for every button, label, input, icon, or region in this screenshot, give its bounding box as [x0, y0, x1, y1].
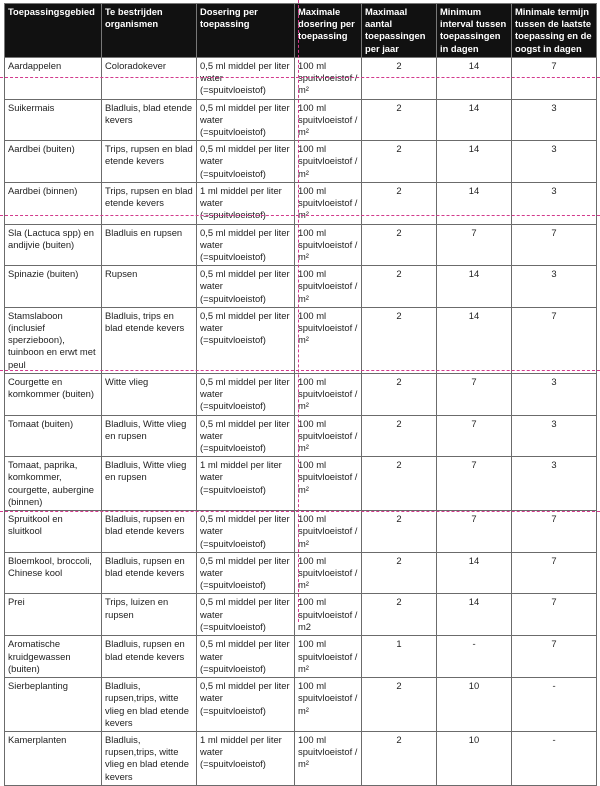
table-row — [5, 457, 597, 511]
table-cell: 100 ml spuitvloeistof / m² — [295, 636, 362, 678]
table-cell: 14 — [437, 594, 512, 636]
header-cell: Dosering per toepassing — [197, 4, 295, 58]
table-row — [5, 678, 597, 732]
table-cell: 0,5 ml middel per liter water (=spuitvloeistof) — [197, 99, 295, 141]
table-row — [5, 57, 597, 99]
table-cell: Bladluis en rupsen — [102, 224, 197, 266]
table-row — [5, 552, 597, 594]
table-cell: 100 ml spuitvloeistof / m² — [295, 224, 362, 266]
table-row — [5, 182, 597, 224]
table-cell: 100 ml spuitvloeistof / m² — [295, 457, 362, 511]
table-cell: Bladluis, blad etende kevers — [102, 99, 197, 141]
table-cell: 3 — [512, 415, 597, 457]
table-cell: 2 — [362, 731, 437, 785]
table-cell: - — [437, 636, 512, 678]
table-cell: Bladluis, rupsen,trips, witte vlieg en blad etende kevers — [102, 731, 197, 785]
application-table — [4, 3, 597, 786]
crop-mark-line — [0, 77, 600, 78]
header-cell: Minimale termijn tussen de laatste toepassing en de oogst in dagen — [512, 4, 597, 58]
crop-mark-line — [298, 0, 299, 622]
table-cell: 7 — [437, 457, 512, 511]
table-cell: 0,5 ml middel per liter water (=spuitvloeistof) — [197, 636, 295, 678]
table-cell: 7 — [512, 594, 597, 636]
table-cell: 2 — [362, 552, 437, 594]
table-cell: Prei — [5, 594, 102, 636]
table-cell: 14 — [437, 182, 512, 224]
crop-mark-line — [0, 511, 600, 512]
table-cell: 0,5 ml middel per liter water (=spuitvloeistof) — [197, 373, 295, 415]
table-cell: 0,5 ml middel per liter water (=spuitvloeistof) — [197, 224, 295, 266]
table-cell: - — [512, 731, 597, 785]
table-cell: 2 — [362, 182, 437, 224]
header-cell: Te bestrijden organismen — [102, 4, 197, 58]
table-cell: Suikermais — [5, 99, 102, 141]
table-cell: Tomaat (buiten) — [5, 415, 102, 457]
table-cell: 100 ml spuitvloeistof / m² — [295, 99, 362, 141]
table-cell: Bladluis, trips en blad etende kevers — [102, 307, 197, 373]
crop-mark-line — [0, 215, 600, 216]
table-cell: 14 — [437, 141, 512, 183]
table-cell: 0,5 ml middel per liter water (=spuitvloeistof) — [197, 141, 295, 183]
table-cell: 100 ml spuitvloeistof / m2 — [295, 594, 362, 636]
table-row — [5, 415, 597, 457]
table-cell: 2 — [362, 57, 437, 99]
table-cell: 7 — [512, 224, 597, 266]
table-cell: 2 — [362, 594, 437, 636]
table-cell: 3 — [512, 457, 597, 511]
header-cell: Toepassingsgebied — [5, 4, 102, 58]
header-cell: Maximale dosering per toepassing — [295, 4, 362, 58]
table-cell: 3 — [512, 141, 597, 183]
table-cell: 0,5 ml middel per liter water (=spuitvloeistof) — [197, 594, 295, 636]
table-cell: 3 — [512, 182, 597, 224]
table-cell: 7 — [437, 415, 512, 457]
table-cell: 14 — [437, 57, 512, 99]
table-cell: 7 — [512, 552, 597, 594]
table-cell: 100 ml spuitvloeistof / m² — [295, 511, 362, 553]
table-cell: 2 — [362, 224, 437, 266]
table-row — [5, 373, 597, 415]
table-cell: 7 — [512, 57, 597, 99]
table-cell: Bladluis, Witte vlieg en rupsen — [102, 415, 197, 457]
table-cell: 100 ml spuitvloeistof / m² — [295, 307, 362, 373]
table-row — [5, 636, 597, 678]
table-cell: 2 — [362, 415, 437, 457]
table-cell: Sierbeplanting — [5, 678, 102, 732]
table-cell: 2 — [362, 457, 437, 511]
table-cell: 100 ml spuitvloeistof / m² — [295, 182, 362, 224]
table-cell: 100 ml spuitvloeistof / m² — [295, 731, 362, 785]
table-cell: 100 ml spuitvloeistof / m² — [295, 266, 362, 308]
table-cell: 7 — [512, 307, 597, 373]
table-row — [5, 731, 597, 785]
table-cell: 10 — [437, 678, 512, 732]
table-cell: Tomaat, paprika, komkommer, courgette, aubergine (binnen) — [5, 457, 102, 511]
table-row — [5, 141, 597, 183]
table-row — [5, 511, 597, 553]
table-cell: 7 — [512, 511, 597, 553]
table-cell: 0,5 ml middel per liter water (=spuitvloeistof) — [197, 511, 295, 553]
table-cell: 3 — [512, 99, 597, 141]
table-cell: - — [512, 678, 597, 732]
table-cell: Trips, rupsen en blad etende kevers — [102, 182, 197, 224]
table-cell: Trips, luizen en rupsen — [102, 594, 197, 636]
application-table-container — [4, 3, 596, 786]
header-cell: Minimum interval tussen toepassingen in dagen — [437, 4, 512, 58]
table-cell: 0,5 ml middel per liter water (=spuitvloeistof) — [197, 678, 295, 732]
table-row — [5, 224, 597, 266]
table-cell: Aardappelen — [5, 57, 102, 99]
table-cell: 3 — [512, 266, 597, 308]
table-cell: 1 ml middel per liter water (=spuitvloeistof) — [197, 457, 295, 511]
table-cell: 0,5 ml middel per liter water (=spuitvloeistof) — [197, 57, 295, 99]
table-cell: Aromatische kruidgewassen (buiten) — [5, 636, 102, 678]
table-cell: 10 — [437, 731, 512, 785]
table-cell: 100 ml spuitvloeistof / m² — [295, 678, 362, 732]
table-cell: Bladluis, rupsen en blad etende kevers — [102, 511, 197, 553]
table-cell: 14 — [437, 99, 512, 141]
table-cell: 2 — [362, 678, 437, 732]
table-cell: 7 — [437, 373, 512, 415]
table-cell: 14 — [437, 266, 512, 308]
table-row — [5, 307, 597, 373]
table-cell: 2 — [362, 373, 437, 415]
table-cell: 0,5 ml middel per liter water (=spuitvloeistof) — [197, 415, 295, 457]
table-cell: Bloemkool, broccoli, Chinese kool — [5, 552, 102, 594]
table-cell: 2 — [362, 307, 437, 373]
table-cell: 100 ml spuitvloeistof / m² — [295, 141, 362, 183]
table-cell: 100 ml spuitvloeistof / m² — [295, 552, 362, 594]
table-cell: 14 — [437, 552, 512, 594]
table-cell: 7 — [437, 511, 512, 553]
table-cell: 2 — [362, 266, 437, 308]
header-cell: Maximaal aantal toepassingen per jaar — [362, 4, 437, 58]
table-cell: Bladluis, rupsen en blad etende kevers — [102, 552, 197, 594]
table-cell: Rupsen — [102, 266, 197, 308]
table-cell: 14 — [437, 307, 512, 373]
table-row — [5, 594, 597, 636]
table-cell: Kamerplanten — [5, 731, 102, 785]
table-cell: 100 ml spuitvloeistof / m² — [295, 57, 362, 99]
header-row — [5, 4, 597, 58]
table-cell: 0,5 ml middel per liter water (=spuitvloeistof) — [197, 307, 295, 373]
table-cell: Coloradokever — [102, 57, 197, 99]
table-cell: 1 ml middel per liter water (=spuitvloeistof) — [197, 731, 295, 785]
table-cell: Bladluis, Witte vlieg en rupsen — [102, 457, 197, 511]
table-cell: 7 — [437, 224, 512, 266]
table-cell: 3 — [512, 373, 597, 415]
table-cell: 1 ml middel per liter water (=spuitvloeistof) — [197, 182, 295, 224]
table-cell: 2 — [362, 511, 437, 553]
table-cell: 100 ml spuitvloeistof / m² — [295, 415, 362, 457]
table-cell: 0,5 ml middel per liter water (=spuitvloeistof) — [197, 552, 295, 594]
table-cell: 100 ml spuitvloeistof / m² — [295, 373, 362, 415]
table-cell: Stamslaboon (inclusief sperzieboon), tuinboon en erwt met peul — [5, 307, 102, 373]
table-cell: 1 — [362, 636, 437, 678]
table-cell: 7 — [512, 636, 597, 678]
table-row — [5, 99, 597, 141]
table-cell: Spinazie (buiten) — [5, 266, 102, 308]
table-cell: Trips, rupsen en blad etende kevers — [102, 141, 197, 183]
table-row — [5, 266, 597, 308]
table-cell: Witte vlieg — [102, 373, 197, 415]
table-cell: 2 — [362, 99, 437, 141]
crop-mark-line — [0, 370, 600, 371]
table-cell: Spruitkool en sluitkool — [5, 511, 102, 553]
table-cell: Bladluis, rupsen en blad etende kevers — [102, 636, 197, 678]
table-cell: 0,5 ml middel per liter water (=spuitvloeistof) — [197, 266, 295, 308]
table-cell: Aardbei (buiten) — [5, 141, 102, 183]
table-cell: Bladluis, rupsen,trips, witte vlieg en blad etende kevers — [102, 678, 197, 732]
table-cell: 2 — [362, 141, 437, 183]
table-cell: Aardbei (binnen) — [5, 182, 102, 224]
table-cell: Courgette en komkommer (buiten) — [5, 373, 102, 415]
table-cell: Sla (Lactuca spp) en andijvie (buiten) — [5, 224, 102, 266]
